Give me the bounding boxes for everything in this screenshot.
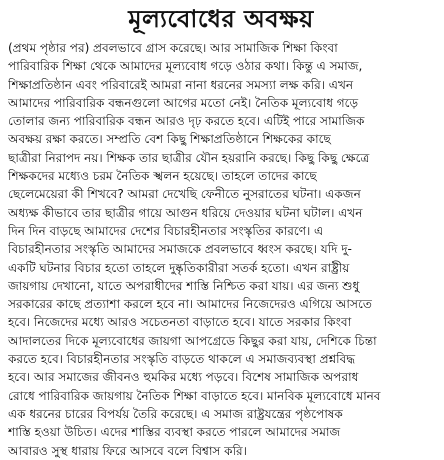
text-line: শাস্তি হওয়া উচিত। এদের শাস্তির ব্যবস্থা করতে পারলে আমাদের সমাজ <box>8 425 341 440</box>
text-line: একটি ঘটনার বিচার হতো তাহলে দুষ্কৃতিকারীরা সতর্ক হতো। এখন রাষ্ট্রীয় <box>8 260 350 275</box>
text-line: শিক্ষাপ্রতিষ্ঠান এবং পরিবারেই আমরা নানা ধরনের সমস্যা লক্ষ করি। এখন <box>8 77 354 92</box>
text-line: হবে। আর সমাজের জীবনও হুমকির মধ্যে পড়বে। বিশেষ সামাজিক অপরাধ <box>8 370 359 385</box>
text-line: দিন দিন বাড়ছে আমাদের দেশের বিচারহীনতার সংস্কৃতির কারণে। এ <box>8 223 324 238</box>
text-line: পারিবারিক শিক্ষা থেকে আমাদের মূল্যবোধ গড়ে ওঠার কথা। কিন্তু এ সমাজ, <box>8 59 363 74</box>
text-line: (প্রথম পৃষ্ঠার পর) প্রবলভাবে গ্রাস করেছে। আর সামাজিক শিক্ষা কিংবা <box>8 41 338 55</box>
text-line: আদালতের দিকে মূল্যবোধের জায়গা আপগ্রেডে কিছুর করা যায়, দেশিকে চিন্তা <box>8 333 377 348</box>
text-line: তোলার জন্য পারিবারিক বন্ধন আরও দৃঢ় করতে হবে। এটিই পারে সামাজিক <box>8 114 365 129</box>
text-line: এক ধরনের চারের বিপর্যয় তৈরি করেছে। এ সমাজ রাষ্ট্রযন্ত্রের পৃষ্ঠপোষক <box>8 406 343 421</box>
text-line: ছেলেমেয়েরা কী শিখবে? আমরা দেখেছি ফেনীতে নুসরাতের ঘটনা। একজন <box>8 187 361 202</box>
article-title: মূল্যবোধের অবক্ষয় <box>128 5 314 33</box>
text-line: আমাদের পারিবারিক বন্ধনগুলো আগের মতো নেই। নৈতিক মূল্যবোধ গড়ে <box>8 95 359 110</box>
text-line: বিচারহীনতার সংস্কৃতি আমাদের সমাজকে প্রবলভাবে ধ্বংস করছে। যদি দু- <box>8 242 352 257</box>
text-line: সরকারের কাছে প্রত্যাশা করলে হবে না। আমাদের নিজেদেরও এগিয়ে আসতে <box>8 297 372 312</box>
text-line: আবারও সুস্থ ধারায় ফিরে আসবে বলে বিশ্বাস করি। <box>8 443 247 458</box>
text-line: জায়গায় দেখানো, যাতে অপরাধীদের শাস্তি নিশ্চিত করা যায়। এর জন্য শুধু <box>8 278 360 293</box>
text-line: হবে। নিজেদের মধ্যে আরও সচেতনতা বাড়াতে হবে। যাতে সরকার কিংবা <box>8 315 352 330</box>
text-line: শিক্ষকদের মধ্যেও চরম নৈতিক স্খলন হয়েছে। তাহলে তাদের কাছে <box>8 169 317 184</box>
text-line: অবক্ষয় রক্ষা করতে। সম্প্রতি বেশ কিছু শিক্ষাপ্রতিষ্ঠানে শিক্ষকের কাছে <box>8 132 331 147</box>
text-line: করতে হবে। বিচারহীনতার সংস্কৃতি বাড়তে থাকলে এ সমাজব্যবস্থা প্রশ্নবিদ্ধ <box>8 352 356 367</box>
article-body <box>8 39 434 460</box>
text-line: অধ্যক্ষ কীভাবে তার ছাত্রীর গায়ে আগুন ধরিয়ে দেওয়ার ঘটনা ঘটাল। এখন <box>8 205 363 220</box>
text-line: ছাত্রীরা নিরাপদ নয়। শিক্ষক তার ছাত্রীর যৌন হয়রানি করছে। কিছু কিছু ক্ষেত্রে <box>8 150 370 165</box>
text-line: রোধে পারিবারিক জায়গায় নৈতিক শিক্ষা বাড়াতে হবে। মানবিক মূল্যবোধে মানব <box>8 388 381 403</box>
